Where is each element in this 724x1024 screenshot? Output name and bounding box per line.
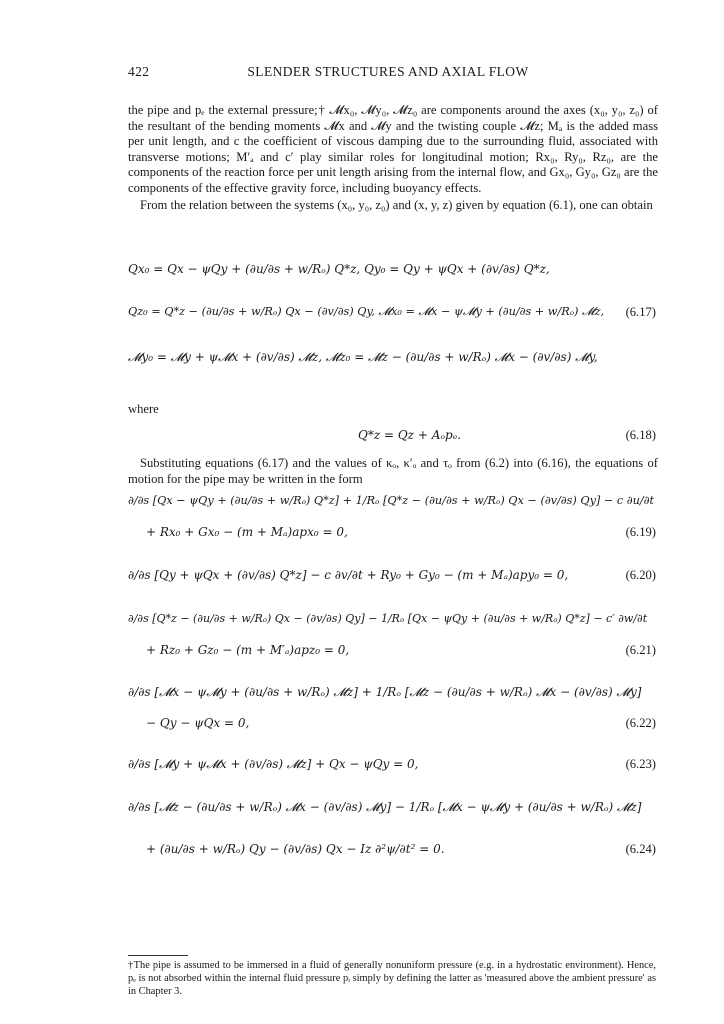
running-title: SLENDER STRUCTURES AND AXIAL FLOW (247, 64, 529, 79)
equation-number-6-20: (6.20) (625, 568, 656, 582)
equation-number-6-18: (6.18) (625, 428, 656, 442)
equation-6-17-line-2: Qz₀ = Q*z − (∂u/∂s + w/Rₒ) Qx − (∂v/∂s) Qy, 𝓜x₀ = 𝓜x − ψ𝓜y + (∂u/∂s + w/Rₒ) 𝓜z, (6.17) (128, 305, 656, 319)
running-head (128, 64, 648, 84)
equation-number-6-24: (6.24) (625, 842, 656, 856)
footnote-rule (128, 955, 188, 956)
equation-6-17-line-3: 𝓜y₀ = 𝓜y + ψ𝓜x + (∂v/∂s) 𝓜z, 𝓜z₀ = 𝓜z − (∂u/∂s + w/Rₒ) 𝓜x − (∂v/∂s) 𝓜y, (128, 350, 598, 364)
paragraph-relation: From the relation between the systems (x₀, y₀, z₀) and (x, y, z) given by equation (6.1), one can obtain (140, 198, 653, 212)
equation-6-21-line-1: ∂/∂s [Q*z − (∂u/∂s + w/Rₒ) Qx − (∂v/∂s) Qy] − 1/Rₒ [Qx − ψQy + (∂u/∂s + w/Rₒ) Q*z] − c′ ∂w/∂t (128, 612, 648, 625)
equation-6-17-line-1: Qx₀ = Qx − ψQy + (∂u/∂s + w/Rₒ) Q*z, Qy₀ = Qy + ψQx + (∂v/∂s) Q*z, (128, 262, 550, 276)
equation-6-19-line-1: ∂/∂s [Qx − ψQy + (∂u/∂s + w/Rₒ) Q*z] + 1/Rₒ [Q*z − (∂u/∂s + w/Rₒ) Qx − (∂v/∂s) Qy] − c ∂u/∂t (128, 494, 654, 507)
equation-number-6-17: (6.17) (625, 305, 656, 319)
page-number: 422 (128, 64, 150, 79)
paragraph-substitution: Substituting equations (6.17) and the values of κₒ, κ′ₒ and τₒ from (6.2) into (6.16), the equations of motion for the pipe may be written in the form (128, 456, 658, 486)
equation-6-20: ∂/∂s [Qy + ψQx + (∂v/∂s) Q*z] − c ∂v/∂t + Ry₀ + Gy₀ − (m + Mₐ)apy₀ = 0, (6.20) (128, 568, 656, 582)
equation-6-22-line-2: − Qy − ψQx = 0, (6.22) (146, 716, 656, 730)
equation-number-6-21: (6.21) (625, 643, 656, 657)
equation-6-24-line-2: + (∂u/∂s + w/Rₒ) Qy − (∂v/∂s) Qx − Iz ∂²ψ/∂t² = 0. (6.24) (146, 842, 656, 856)
equation-number-6-23: (6.23) (625, 757, 656, 771)
footnote: †The pipe is assumed to be immersed in a fluid of generally nonuniform pressure (e.g. in a hydrostatic environment). Hence, pₑ is not absorbed within the internal fluid pressure pᵢ simply by defining the latter as 'measured above the ambient pressure' as in Chapter 3. (128, 960, 656, 997)
equation-6-23: ∂/∂s [𝓜y + ψ𝓜x + (∂v/∂s) 𝓜z] + Qx − ψQy = 0, (6.23) (128, 757, 656, 771)
equation-6-22-line-1: ∂/∂s [𝓜x − ψ𝓜y + (∂u/∂s + w/Rₒ) 𝓜z] + 1/Rₒ [𝓜z − (∂u/∂s + w/Rₒ) 𝓜x − (∂v/∂s) 𝓜y] (128, 685, 642, 699)
equation-number-6-22: (6.22) (625, 716, 656, 730)
paragraph-nomenclature: the pipe and pₑ the external pressure;† 𝓜x₀, 𝓜y₀, 𝓜z₀ are components around the axes (x₀, y₀, z₀) of the resultant of the bending moments 𝓜x and 𝓜y and the twisting couple 𝓜z; Mₐ is the added mass per unit length, and c the coefficient of viscous damping due to the surrounding fluid, associated with transverse motions; M′ₐ and c′ play similar roles for longitudinal motion; Rx₀, Ry₀, Rz₀, are the components of the reaction force per unit length arising from the internal flow, and Gx₀, Gy₀, Gz₀ are the components of the effective gravity force, including buoyancy effects. (128, 103, 658, 195)
equation-6-24-line-1: ∂/∂s [𝓜z − (∂u/∂s + w/Rₒ) 𝓜x − (∂v/∂s) 𝓜y] − 1/Rₒ [𝓜x − ψ𝓜y + (∂u/∂s + w/Rₒ) 𝓜z] (128, 800, 642, 814)
equation-6-18: Q*z = Qz + Aₒpₑ. (6.18) (358, 428, 656, 442)
equation-6-19-line-2: + Rx₀ + Gx₀ − (m + Mₐ)apx₀ = 0, (6.19) (146, 525, 656, 539)
equation-number-6-19: (6.19) (625, 525, 656, 539)
equation-6-21-line-2: + Rz₀ + Gz₀ − (m + M′ₐ)apz₀ = 0, (6.21) (146, 643, 656, 657)
where-label: where (128, 402, 159, 416)
